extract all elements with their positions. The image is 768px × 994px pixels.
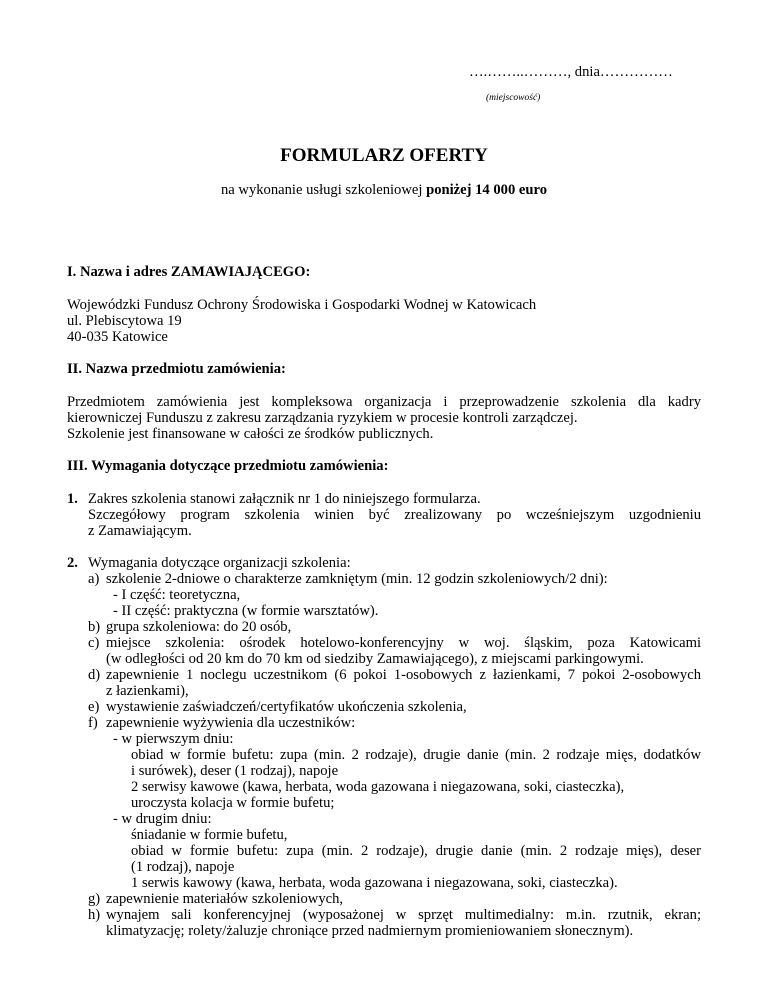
day-1-line: 2 serwisy kawowe (kawa, herbata, woda gazowana i niegazowana, soki, ciasteczka), — [131, 779, 625, 795]
section-1-line: 40-035 Katowice — [67, 329, 168, 345]
section-2-heading: II. Nazwa przedmiotu zamówienia: — [67, 361, 286, 377]
item-2d-letter: d) — [88, 667, 101, 683]
day-2-line: (1 rodzaj), napoje — [131, 859, 235, 875]
item-2c-text: miejsce szkolenia: ośrodek hotelowo-konferencyjny w woj. śląskim, poza Katowicami — [106, 635, 701, 651]
item-2g-letter: g) — [88, 891, 101, 907]
item-2e-letter: e) — [88, 699, 100, 715]
item-2h-text: klimatyzację; rolety/żaluzje chroniące przed nadmiernym promieniowaniem słonecznym). — [106, 923, 634, 939]
place-caption: (miejscowość) — [486, 93, 541, 103]
item-1-line: Zakres szkolenia stanowi załącznik nr 1 do niniejszego formularza. — [88, 491, 481, 507]
item-2h-letter: h) — [88, 907, 101, 923]
item-2d-text: zapewnienie 1 noclegu uczestnikom (6 pokoi 1-osobowych z łazienkami, 7 pokoi 2-osobowych — [106, 667, 701, 683]
item-2a-letter: a) — [88, 571, 100, 587]
item-2f-letter: f) — [88, 715, 98, 731]
day-1-line: obiad w formie bufetu: zupa (min. 2 rodzaje), drugie danie (min. 2 rodzaje mięs, dodatków — [131, 747, 701, 763]
item-2f-text: zapewnienie wyżywienia dla uczestników: — [106, 715, 356, 731]
item-2d-text: z łazienkami), — [106, 683, 189, 699]
item-2a-sub: - II część: praktyczna (w formie warsztatów). — [113, 603, 379, 619]
section-2-line: kierowniczej Funduszu z zakresu zarządzania ryzykiem w procesie kontroli zarządczej. — [67, 410, 578, 426]
item-1-line: Szczegółowy program szkolenia winien być zrealizowany po wcześniejszym uzgodnieniu — [88, 507, 701, 523]
item-2a-text: szkolenie 2-dniowe o charakterze zamkniętym (min. 12 godzin szkoleniowych/2 dni): — [106, 571, 608, 587]
section-1-line: ul. Plebiscytowa 19 — [67, 313, 182, 329]
section-2-line: Szkolenie jest finansowane w całości ze środków publicznych. — [67, 426, 434, 442]
item-2b-text: grupa szkoleniowa: do 20 osób, — [106, 619, 292, 635]
item-2c-text: (w odległości od 20 km do 70 km od siedziby Zamawiającego), z miejscami parkingowymi. — [106, 651, 644, 667]
item-2b-letter: b) — [88, 619, 101, 635]
subtitle-threshold: poniżej 14 000 euro — [426, 182, 548, 198]
day-1-line: i surówek), deser (1 rodzaj), napoje — [131, 763, 339, 779]
item-2g-text: zapewnienie materiałów szkoleniowych, — [106, 891, 344, 907]
subtitle-prefix: na wykonanie usługi szkoleniowej — [220, 182, 427, 198]
item-2a-sub: - I część: teoretyczna, — [113, 587, 241, 603]
item-2c-letter: c) — [88, 635, 100, 651]
section-3-heading: III. Wymagania dotyczące przedmiotu zamówienia: — [67, 458, 389, 474]
day-2-line: 1 serwis kawowy (kawa, herbata, woda gazowana i niegazowana, soki, ciasteczka). — [131, 875, 618, 891]
day-2-line: obiad w formie bufetu: zupa (min. 2 rodzaje), drugie danie (min. 2 rodzaje mięs), deser — [131, 843, 701, 859]
day-1-label: - w pierwszym dniu: — [113, 731, 234, 747]
day-1-line: uroczysta kolacja w formie bufetu; — [131, 795, 335, 811]
item-1-number: 1. — [67, 491, 78, 507]
section-2-line: Przedmiotem zamówienia jest kompleksowa organizacja i przeprowadzenie szkolenia dla kadry — [67, 394, 701, 410]
item-2-intro: Wymagania dotyczące organizacji szkolenia: — [88, 555, 351, 571]
day-2-label: - w drugim dniu: — [113, 811, 212, 827]
item-2-number: 2. — [67, 555, 78, 571]
place-date-line: ….……..………, dnia…………… — [469, 64, 673, 80]
document-subtitle — [0, 182, 768, 198]
item-2h-text: wynajem sali konferencyjnej (wyposażonej w sprzęt multimedialny: m.in. rzutnik, ekran; — [106, 907, 701, 923]
section-1-heading: I. Nazwa i adres ZAMAWIAJĄCEGO: — [67, 264, 311, 280]
item-2e-text: wystawienie zaświadczeń/certyfikatów ukończenia szkolenia, — [106, 699, 467, 715]
day-2-line: śniadanie w formie bufetu, — [131, 827, 288, 843]
item-1-line: z Zamawiającym. — [88, 523, 192, 539]
document-title: FORMULARZ OFERTY — [280, 145, 488, 166]
section-1-line: Wojewódzki Fundusz Ochrony Środowiska i Gospodarki Wodnej w Katowicach — [67, 297, 537, 313]
